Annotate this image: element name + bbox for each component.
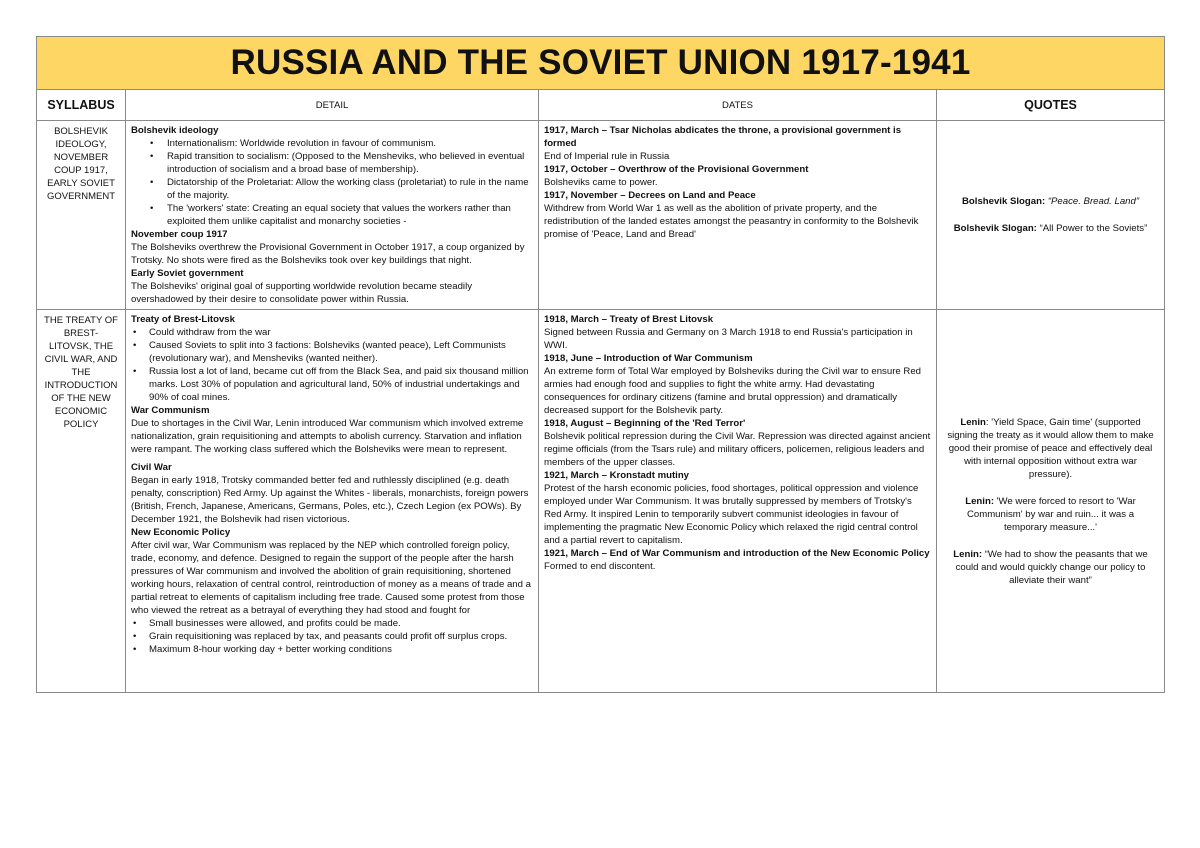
detail-heading: Civil War [131,462,172,473]
quote [947,548,1154,587]
quote-text: “Peace. Bread. Land” [1047,196,1140,207]
quote-label: Lenin: [953,548,983,560]
detail-paragraph: Due to shortages in the Civil War, Lenin introduced War communism which involved extreme nationalization, grain requisitioning and attempts to abolish currency. Starvation and inflation were rampant. The working class suffered which the Bolsheviks were mean to represent. [131,418,524,455]
header-dates: DATES [539,90,937,121]
detail-heading: November coup 1917 [131,229,228,240]
list-item: • Russia lost a lot of land, became cut off from the Black Sea, and paid six thousand million marks. Lost 30% of population and agricultural land, 50% of industrial undertakings and 90% of coal mines. [149,365,534,404]
list-item: • Rapid transition to socialism: (Opposed to the Mensheviks, who believed in eventual introduction of socialism and a broad base of membership). [167,150,534,176]
bullet-list [131,617,534,656]
list-item: • Small businesses were allowed, and profits could be made. [149,617,534,630]
detail-heading: War Communism [131,405,210,416]
date-paragraph: Signed between Russia and Germany on 3 March 1918 to end Russia's participation in WWI. [544,327,913,351]
detail-heading: Early Soviet government [131,268,244,279]
quote-label: Lenin [960,416,986,428]
date-heading: 1918, March – Treaty of Brest Litovsk [544,314,714,325]
detail-paragraph: Began in early 1918, Trotsky commanded better fed and ruthlessly disciplined (e.g. death penalty, conscription) Red Army. Up against the Whites - liberals, monarchists, foreign powers (British, French, Japanese, Americans, Germans, Poles, etc.), Czech Legion (ex POWs). By December 1921, the Bolshevik had risen victorious. [131,475,529,525]
detail-paragraph: The Bolsheviks' original goal of supporting worldwide revolution became steadily overshadowed by their desire to consolidate power within Russia. [131,281,472,305]
table-row [37,310,1165,693]
date-heading: 1918, June – Introduction of War Communism [544,353,753,364]
date-heading: 1917, November – Decrees on Land and Peace [544,190,756,201]
header-row [37,90,1165,121]
date-heading: 1918, August – Beginning of the 'Red Terror' [544,418,746,429]
date-paragraph: Formed to end discontent. [544,561,656,572]
quote [947,195,1154,208]
title-row [37,37,1165,90]
date-paragraph: Bolshevik political repression during the Civil War. Repression was directed against ancient regime officials (from the Tsars rule) and military officers, policemen, religious leaders and members of the upper classes. [544,431,931,468]
list-item: • Dictatorship of the Proletariat: Allow the working class (proletariat) to rule in the name of the majority. [167,176,534,202]
list-item: • Internationalism: Worldwide revolution in favour of communism. [167,137,534,150]
list-item: • Grain requisitioning was replaced by tax, and peasants could profit off surplus crops. [149,630,534,643]
date-paragraph: Withdrew from World War 1 as well as the abolition of private property, and the redistribution of the landed estates amongst the peasantry in conformity to the Bolshevik promise of 'Peace, Land and Bread' [544,203,919,240]
date-heading: 1921, March – End of War Communism and introduction of the New Economic Policy [544,548,930,559]
quote-text: “All Power to the Soviets” [1039,223,1148,234]
bullet-list [131,326,534,404]
date-heading: 1917, March – Tsar Nicholas abdicates the throne, a provisional government is formed [544,125,902,149]
quote [947,222,1154,235]
detail-paragraph: The Bolsheviks overthrew the Provisional Government in October 1917, a coup organized by Trotsky. No shots were fired as the Bolsheviks took over key buildings that night. [131,242,525,266]
date-heading: 1921, March – Kronstadt mutiny [544,470,690,481]
quote [947,495,1154,534]
quotes-cell [937,121,1165,310]
document-sheet [36,36,1164,693]
date-heading: 1917, October – Overthrow of the Provisional Government [544,164,809,175]
detail-paragraph: After civil war, War Communism was replaced by the NEP which controlled foreign policy, trade, economy, and defence. Designed to regain the support of the people after the harsh pressures of War communism and involved the abolition of grain requisitioning, shortened working hours, relaxation of central control, reintroduction of money as a means of trade and a partial retreat to elements of capitalism including free trade. Caused some protest from those who viewed the retreat as a betrayal of everything they had stood and fought for [131,540,531,616]
syllabus-cell: THE TREATY OF BREST-LITOVSK, THE CIVIL WAR, AND THE INTRODUCTION OF THE NEW ECONOMIC POLICY [37,310,126,693]
list-item: • Could withdraw from the war [149,326,534,339]
quote-label: Bolshevik Slogan: [953,223,1037,234]
list-item: • The 'workers' state: Creating an equal society that values the workers rather than exploited them unlike capitalist and monarchy societies - [167,202,534,228]
quote-text: : 'Yield Space, Gain time' (supported signing the treaty as it would allow them to make good their promise of peace and effectively deal with internal opposition without extra war pressure). [947,416,1154,480]
syllabus-cell: BOLSHEVIK IDEOLOGY, NOVEMBER COUP 1917, EARLY SOVIET GOVERNMENT [37,121,126,310]
date-paragraph: Protest of the harsh economic policies, food shortages, political oppression and violence employed under War Communism. It was brutally suppressed by members of Trotsky's Red Army. It inspired Lenin to temporarily subvert communist ideologies in favour of implementing the pragmatic New Economic Policy which relaxed the rigid central control and a partial revert to capitalism. [544,483,919,546]
quote-text: 'We were forced to resort to 'War Communism' by war and ruin... it was a temporary measure...' [966,495,1136,533]
document-title: RUSSIA AND THE SOVIET UNION 1917-1941 [37,37,1165,90]
date-paragraph: An extreme form of Total War employed by Bolsheviks during the Civil war to ensure Red armies had enough food and supplies to fight the white army. Had devastating consequences for ordinary citizens (famine and brutal oppression) and dramatically decreased support for the Bolshevik party. [544,366,921,416]
quote-label: Lenin: [965,495,995,507]
quote [947,416,1154,481]
header-syllabus: SYLLABUS [37,90,126,121]
dates-cell [539,121,937,310]
date-paragraph: End of Imperial rule in Russia [544,151,670,162]
date-paragraph: Bolsheviks came to power. [544,177,658,188]
detail-cell [126,121,539,310]
header-quotes: QUOTES [937,90,1165,121]
quotes-cell [937,310,1165,693]
list-item: • Maximum 8-hour working day + better working conditions [149,643,534,656]
quote-label: Bolshevik Slogan: [961,196,1046,207]
quote-text: “We had to show the peasants that we could and would quickly change our policy to alleviate their want” [955,548,1148,586]
dates-cell [539,310,937,693]
syllabus-table [36,36,1165,693]
table-row [37,121,1165,310]
detail-cell [126,310,539,693]
detail-heading: Treaty of Brest-Litovsk [131,314,235,325]
bullet-list [131,137,534,228]
detail-heading: New Economic Policy [131,527,231,538]
header-detail: DETAIL [126,90,539,121]
detail-heading: Bolshevik ideology [131,125,219,136]
list-item: • Caused Soviets to split into 3 factions: Bolsheviks (wanted peace), Left Communists (revolutionary war), and Mensheviks (wanted neither). [149,339,534,365]
